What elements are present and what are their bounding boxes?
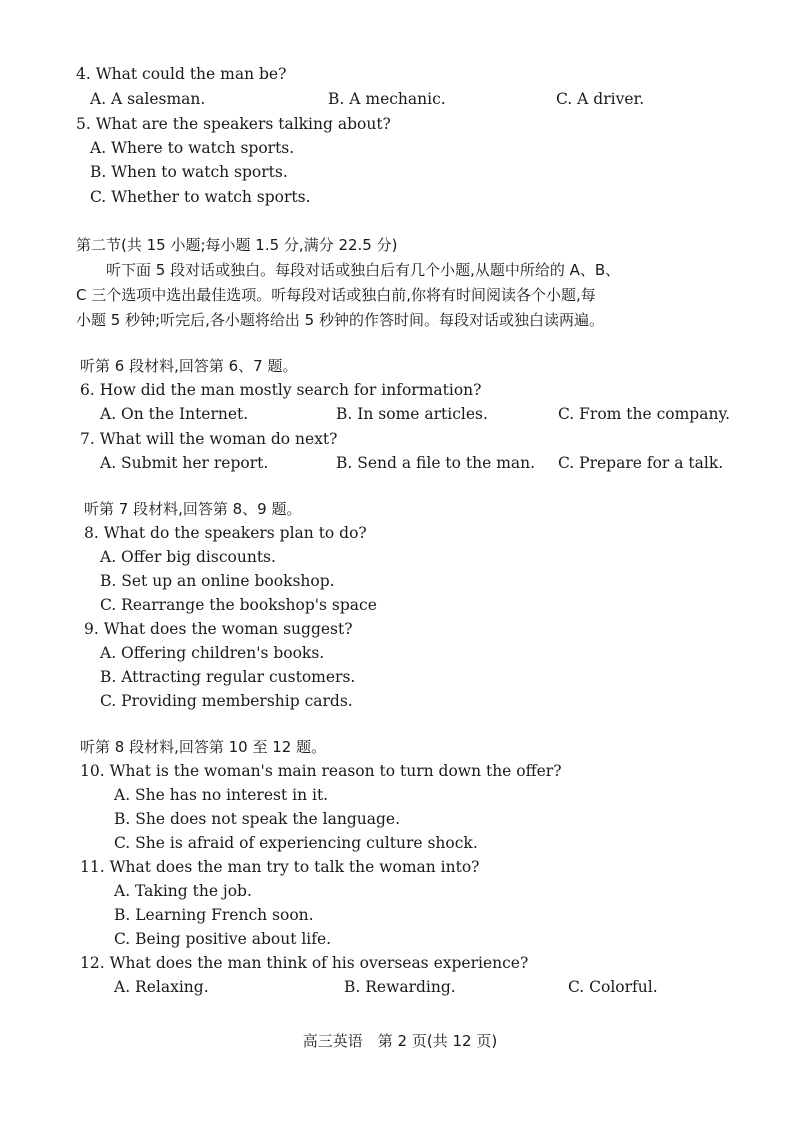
question-5-option-c: C. Whether to watch sports. [90, 188, 311, 206]
question-5-stem: 5. What are the speakers talking about? [76, 115, 391, 133]
question-6-option-a: A. On the Internet. [100, 405, 249, 423]
question-10-option-c: C. She is afraid of experiencing culture shock. [114, 834, 478, 852]
question-9-option-a: A. Offering children's books. [100, 644, 325, 662]
question-10-stem: 10. What is the woman's main reason to turn down the offer? [80, 762, 562, 780]
question-11-option-a: A. Taking the job. [114, 882, 252, 900]
question-8-option-c: C. Rearrange the bookshop's space [100, 596, 377, 614]
section-2-instruction-line-1: 听下面 5 段对话或独白。每段对话或独白后有几个小题,从题中所给的 A、B、 [106, 261, 621, 279]
question-10-option-b: B. She does not speak the language. [114, 810, 400, 828]
question-5-option-a: A. Where to watch sports. [90, 139, 295, 157]
question-7-option-c: C. Prepare for a talk. [558, 454, 724, 472]
question-4-option-a: A. A salesman. [90, 90, 206, 108]
question-10-option-a: A. She has no interest in it. [114, 786, 329, 804]
question-9-option-c: C. Providing membership cards. [100, 692, 353, 710]
question-6-option-c: C. From the company. [558, 405, 731, 423]
question-4-option-c: C. A driver. [556, 90, 645, 108]
question-8-stem: 8. What do the speakers plan to do? [84, 524, 367, 542]
question-12-stem: 12. What does the man think of his overseas experience? [80, 954, 529, 972]
question-6-stem: 6. How did the man mostly search for information? [80, 381, 482, 399]
question-11-option-b: B. Learning French soon. [114, 906, 314, 924]
question-9-stem: 9. What does the woman suggest? [84, 620, 353, 638]
question-8-option-b: B. Set up an online bookshop. [100, 572, 335, 590]
question-7-option-b: B. Send a file to the man. [336, 454, 536, 472]
question-12-option-a: A. Relaxing. [114, 978, 209, 996]
question-12-option-b: B. Rewarding. [344, 978, 456, 996]
question-6-option-b: B. In some articles. [336, 405, 488, 423]
material-7-label: 听第 7 段材料,回答第 8、9 题。 [84, 500, 302, 518]
question-11-option-c: C. Being positive about life. [114, 930, 332, 948]
question-4-stem: 4. What could the man be? [76, 65, 287, 83]
section-2-instruction-line-3: 小题 5 秒钟;听完后,各小题将给出 5 秒钟的作答时间。每段对话或独白读两遍。 [76, 311, 604, 329]
question-11-stem: 11. What does the man try to talk the woman into? [80, 858, 480, 876]
question-4-option-b: B. A mechanic. [328, 90, 446, 108]
question-7-option-a: A. Submit her report. [100, 454, 269, 472]
question-8-option-a: A. Offer big discounts. [100, 548, 276, 566]
material-6-label: 听第 6 段材料,回答第 6、7 题。 [80, 357, 298, 375]
question-12-option-c: C. Colorful. [568, 978, 658, 996]
question-5-option-b: B. When to watch sports. [90, 163, 288, 181]
page-footer: 高三英语 第 2 页(共 12 页) [302, 1032, 498, 1050]
question-7-stem: 7. What will the woman do next? [80, 430, 338, 448]
material-8-label: 听第 8 段材料,回答第 10 至 12 题。 [80, 738, 327, 756]
question-9-option-b: B. Attracting regular customers. [100, 668, 356, 686]
section-2-heading: 第二节(共 15 小题;每小题 1.5 分,满分 22.5 分) [76, 236, 398, 254]
section-2-instruction-line-2: C 三个选项中选出最佳选项。听每段对话或独白前,你将有时间阅读各个小题,每 [76, 286, 596, 304]
